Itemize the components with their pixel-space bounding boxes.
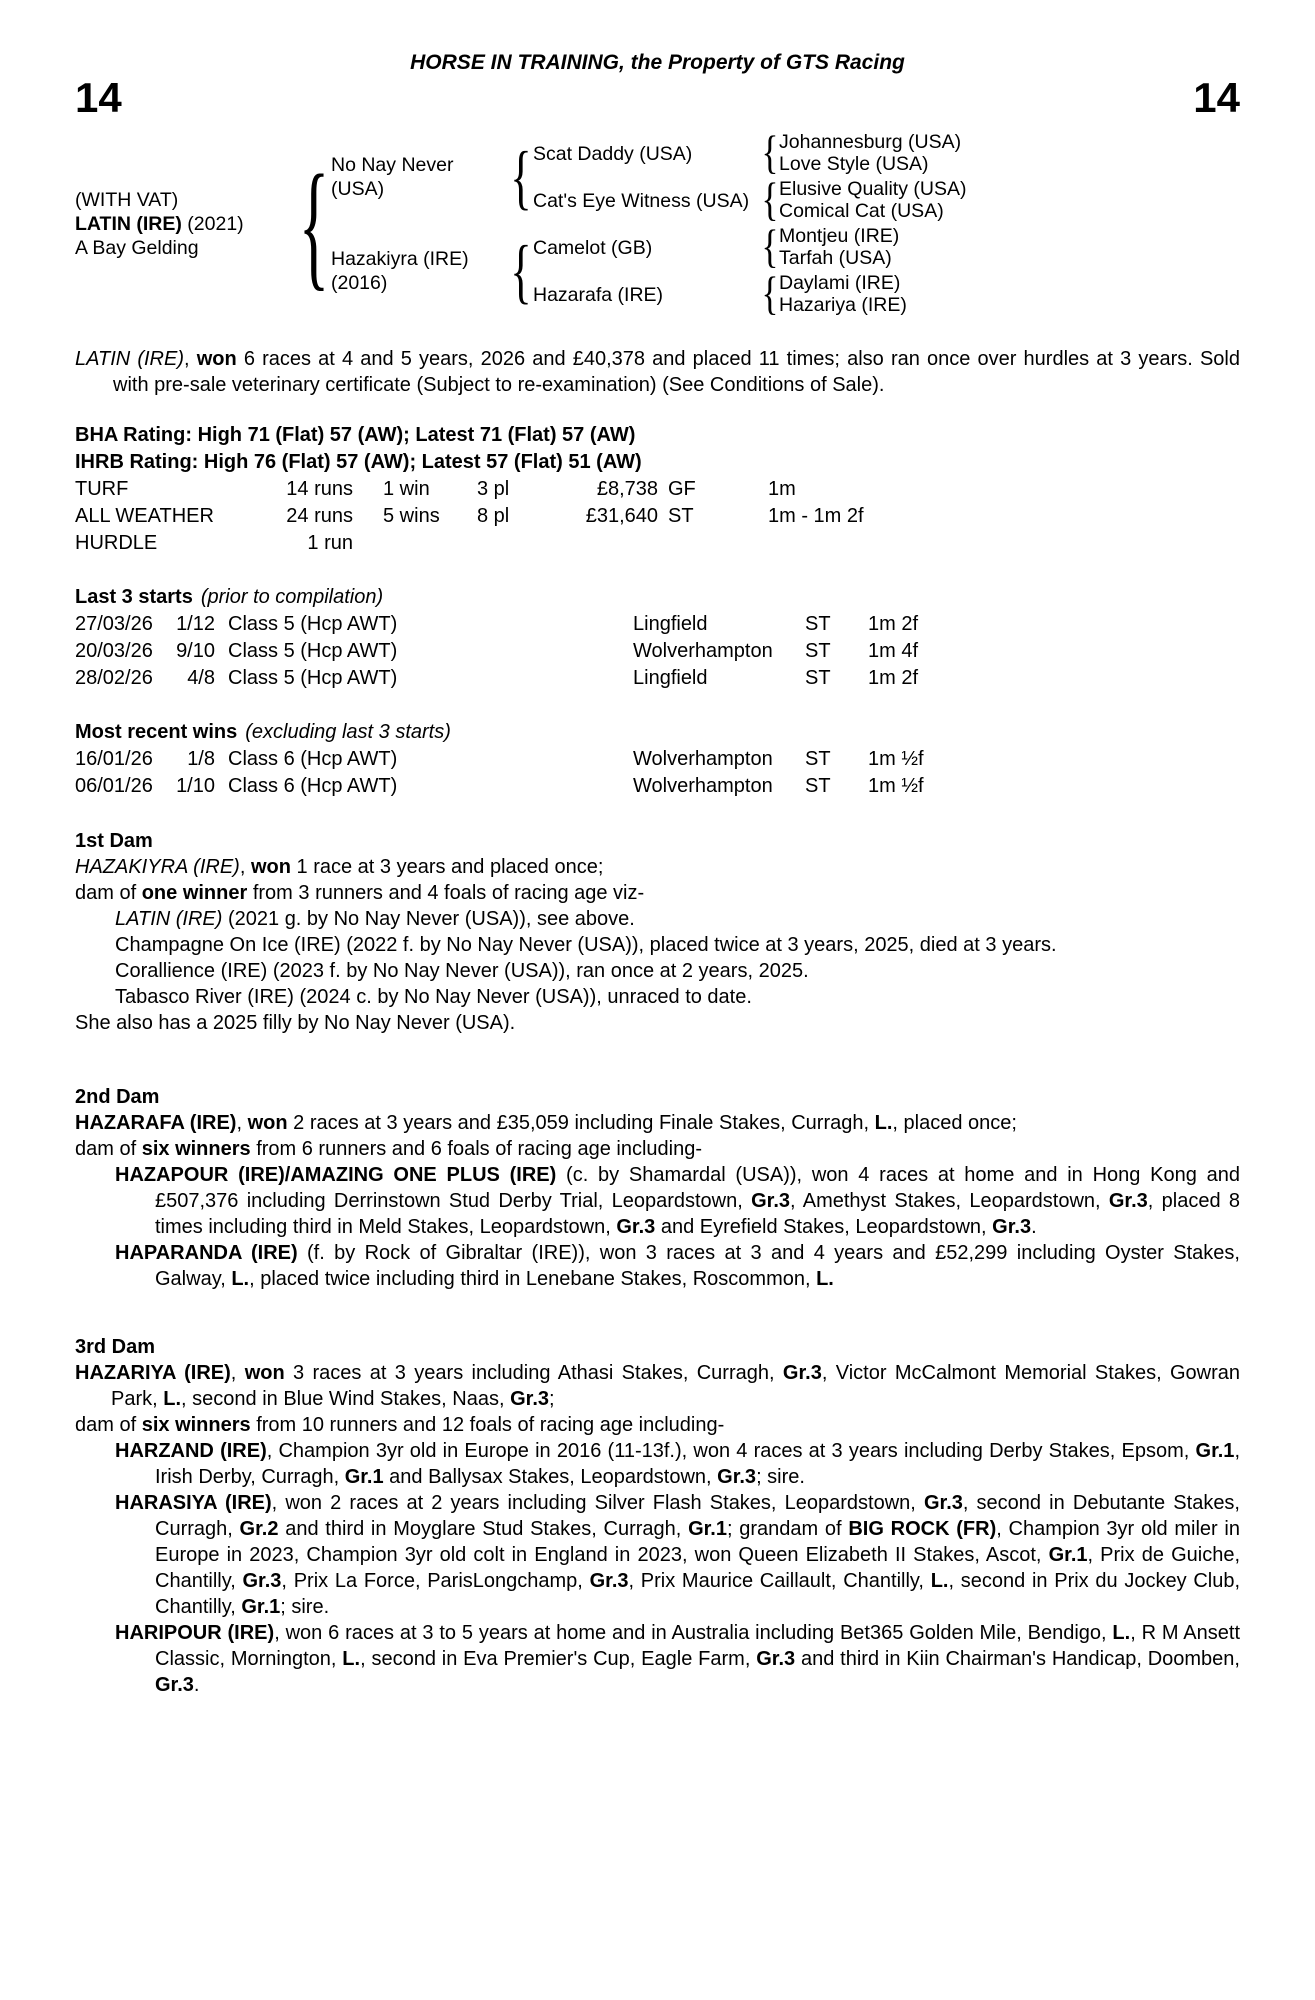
win-going: ST <box>805 748 831 770</box>
last3-table <box>75 611 1240 692</box>
start-position: 9/10 <box>176 640 215 662</box>
pedigree-ancestor: Hazariya (IRE) <box>779 293 907 316</box>
win-going: ST <box>805 775 831 797</box>
lot-number-right: 14 <box>1193 74 1240 121</box>
win-date: 16/01/26 <box>75 748 153 770</box>
start-distance: 1m 2f <box>868 613 919 635</box>
dam-parents <box>533 221 907 320</box>
dam-branch <box>331 221 966 320</box>
ancestor-pair <box>779 273 907 316</box>
dam-name: Hazakiyra (IRE) <box>331 248 469 270</box>
subject-block <box>75 188 297 260</box>
start-going: ST <box>805 640 831 662</box>
stat-going: ST <box>668 505 694 527</box>
pedigree-ancestor: Love Style (USA) <box>779 152 929 175</box>
stat-earnings: £31,640 <box>585 505 658 527</box>
last3-subtitle: (prior to compilation) <box>200 586 384 608</box>
win-position: 1/10 <box>176 775 215 797</box>
race-record-paragraph: LATIN (IRE), won 6 races at 4 and 5 years, 2026 and £40,378 and placed 11 times; also ran once over hurdles at 3 years. Sold with pre-sale veterinary certificate (Subject to re-examination) (See Conditions of Sale). <box>75 348 1240 396</box>
start-class: Class 5 (Hcp AWT) <box>228 613 398 635</box>
dam2-heading: 2nd Dam <box>75 1086 160 1108</box>
start-date: 20/03/26 <box>75 640 153 662</box>
stat-wins <box>353 530 473 557</box>
pedigree-chart <box>75 127 1240 320</box>
progeny-entry: HARIPOUR (IRE), won 6 races at 3 to 5 years at home and in Australia including Bet365 Golden Mile, Bendigo, L., R M Ansett Classic, Mornington, L., second in Eva Premier's Cup, Eagle Farm, Gr.3 and third in Kiin Chairman's Handicap, Doomben, Gr.3. <box>115 1622 1240 1696</box>
ihrb-rating: IHRB Rating: High 76 (Flat) 57 (AW); Latest 57 (Flat) 51 (AW) <box>75 451 642 473</box>
progeny-entry: HAZAPOUR (IRE)/AMAZING ONE PLUS (IRE) (c. by Shamardal (USA)), won 4 races at home and in Hong Kong and £507,376 including Derrinstown Stud Derby Trial, Leopardstown, Gr.3, Amethyst Stakes, Leopardstown, Gr.3, placed 8 times including third in Meld Stakes, Leopardstown, Gr.3 and Eyrefield Stakes, Leopardstown, Gr.3. <box>115 1164 1240 1238</box>
dam1-record: HAZAKIYRA (IRE), won 1 race at 3 years and placed once; <box>75 856 604 878</box>
pedigree-brace-icon: { <box>761 221 779 273</box>
dam-dam-branch <box>533 268 907 320</box>
progeny-entry: HAPARANDA (IRE) (f. by Rock of Gibraltar (IRE)), won 3 races at 3 and 4 years and £52,299 including Oyster Stakes, Galway, L., placed twice including third in Lenebane Stakes, Roscommon, L. <box>115 1242 1240 1290</box>
start-position: 4/8 <box>187 667 215 689</box>
generation-2 <box>331 127 967 320</box>
sire-name: No Nay Never (USA) <box>331 154 454 200</box>
stat-going: GF <box>668 478 696 500</box>
ratings-block <box>75 422 1240 476</box>
sire-dam-name: Cat's Eye Witness (USA) <box>533 189 750 212</box>
dam1-heading: 1st Dam <box>75 830 153 852</box>
stat-places: 8 pl <box>477 505 510 527</box>
stat-surface: ALL WEATHER <box>75 505 214 527</box>
start-course: Lingfield <box>633 613 708 635</box>
ancestor-pair <box>779 132 961 175</box>
horse-description: A Bay Gelding <box>75 237 199 259</box>
dam3-produce-summary: dam of six winners from 10 runners and 12 foals of racing age including- <box>75 1414 725 1436</box>
dam1-produce-summary: dam of one winner from 3 runners and 4 foals of racing age viz- <box>75 882 645 904</box>
ancestor-pair <box>779 226 899 269</box>
dam2-record: HAZARAFA (IRE), won 2 races at 3 years and £35,059 including Finale Stakes, Curragh, L., placed once; <box>75 1112 1017 1134</box>
start-date: 28/02/26 <box>75 667 153 689</box>
start-class: Class 5 (Hcp AWT) <box>228 640 398 662</box>
sire-branch <box>331 127 967 226</box>
dam-name-block <box>331 247 509 295</box>
ancestor-pair <box>779 179 966 222</box>
progeny-entry: Corallience (IRE) (2023 f. by No Nay Never (USA)), ran once at 2 years, 2025. <box>115 960 809 982</box>
last3-title: Last 3 starts <box>75 586 193 608</box>
pedigree-ancestor: Daylami (IRE) <box>779 272 901 294</box>
pedigree-brace-icon: { <box>761 127 779 179</box>
recent-wins-heading <box>75 719 1240 746</box>
pedigree-ancestor: Tarfah (USA) <box>779 246 892 269</box>
progeny-entry: HARZAND (IRE), Champion 3yr old in Europe in 2016 (11-13f.), won 4 races at 3 years including Derby Stakes, Epsom, Gr.1, Irish Derby, Curragh, Gr.1 and Ballysax Stakes, Leopardstown, Gr.3; sire. <box>115 1440 1240 1488</box>
lot-numbers <box>75 76 1240 120</box>
stat-distance: 1m - 1m 2f <box>768 505 864 527</box>
win-course: Wolverhampton <box>633 775 773 797</box>
surface-stats-table <box>75 476 1240 557</box>
stat-runs: 14 runs <box>286 478 353 500</box>
stat-distance: 1m <box>768 478 796 500</box>
win-class: Class 6 (Hcp AWT) <box>228 748 398 770</box>
dam-dam-name: Hazarafa (IRE) <box>533 283 664 306</box>
start-distance: 1m 4f <box>868 640 919 662</box>
stat-places <box>473 530 573 557</box>
win-distance: 1m ½f <box>868 775 924 797</box>
sire-dam-branch <box>533 174 967 226</box>
progeny-entry: Champagne On Ice (IRE) (2022 f. by No Nay Never (USA)), placed twice at 3 years, 2025, died at 3 years. <box>115 934 1057 956</box>
lot-number-left: 14 <box>75 74 122 121</box>
stat-runs: 24 runs <box>286 505 353 527</box>
sire-sire-name: Scat Daddy (USA) <box>533 142 693 165</box>
dam3-heading: 3rd Dam <box>75 1336 156 1358</box>
bha-rating: BHA Rating: High 71 (Flat) 57 (AW); Latest 71 (Flat) 57 (AW) <box>75 424 636 446</box>
stat-distance <box>758 530 1240 557</box>
recent-wins-title: Most recent wins <box>75 721 238 743</box>
page-title: HORSE IN TRAINING, the Property of GTS Racing <box>410 51 905 74</box>
pedigree-brace-icon: { <box>510 137 532 217</box>
horse-name-line <box>75 212 297 236</box>
start-distance: 1m 2f <box>868 667 919 689</box>
win-date: 06/01/26 <box>75 775 153 797</box>
start-course: Wolverhampton <box>633 640 773 662</box>
stat-earnings: £8,738 <box>596 478 658 500</box>
recent-wins-subtitle: (excluding last 3 starts) <box>245 721 451 743</box>
dam-sire-name: Camelot (GB) <box>533 236 653 259</box>
pedigree-brace-icon: { <box>510 231 532 311</box>
pedigree-ancestor: Johannesburg (USA) <box>779 131 962 153</box>
last3-heading <box>75 584 1240 611</box>
start-going: ST <box>805 613 831 635</box>
stat-wins: 5 wins <box>383 505 440 527</box>
progeny-entry: LATIN (IRE) (2021 g. by No Nay Never (USA)), see above. <box>115 908 635 930</box>
pedigree-brace-icon: { <box>761 174 779 226</box>
stat-wins: 1 win <box>383 478 430 500</box>
stat-surface: HURDLE <box>75 532 158 554</box>
pedigree-ancestor: Comical Cat (USA) <box>779 199 944 222</box>
win-position: 1/8 <box>187 748 215 770</box>
sire-parents <box>533 127 967 226</box>
pedigree-ancestor: Elusive Quality (USA) <box>779 178 967 200</box>
start-going: ST <box>805 667 831 689</box>
win-distance: 1m ½f <box>868 748 924 770</box>
progeny-entry: Tabasco River (IRE) (2024 c. by No Nay Never (USA)), unraced to date. <box>115 986 752 1008</box>
sire-sire-branch <box>533 127 966 179</box>
dam3-record: HAZARIYA (IRE), won 3 races at 3 years including Athasi Stakes, Curragh, Gr.3, Victor McCalmont Memorial Stakes, Gowran Park, L., second in Blue Wind Stakes, Naas, Gr.3; <box>75 1362 1241 1410</box>
horse-year: (2021) <box>187 213 244 235</box>
horse-name: LATIN (IRE) <box>75 213 182 235</box>
pedigree-brace-icon: { <box>761 268 779 320</box>
start-course: Lingfield <box>633 667 708 689</box>
dam-sire-branch <box>533 221 907 273</box>
dam-year: (2016) <box>331 272 388 294</box>
stat-going <box>658 530 758 557</box>
start-date: 27/03/26 <box>75 613 153 635</box>
dam1-footnote: She also has a 2025 filly by No Nay Never (USA). <box>75 1012 516 1034</box>
start-position: 1/12 <box>176 613 215 635</box>
stat-earnings <box>573 530 658 557</box>
recent-wins-table <box>75 746 1240 800</box>
win-class: Class 6 (Hcp AWT) <box>228 775 398 797</box>
win-course: Wolverhampton <box>633 748 773 770</box>
stat-runs: 1 run <box>307 532 353 554</box>
with-vat-note: (WITH VAT) <box>75 189 179 211</box>
stat-places: 3 pl <box>477 478 510 500</box>
start-class: Class 5 (Hcp AWT) <box>228 667 398 689</box>
pedigree-ancestor: Montjeu (IRE) <box>779 225 900 247</box>
progeny-entry: HARASIYA (IRE), won 2 races at 2 years including Silver Flash Stakes, Leopardstown, Gr.3, second in Debutante Stakes, Curragh, Gr.2 and third in Moyglare Stud Stakes, Curragh, Gr.1; grandam of BIG ROCK (FR), Champion 3yr old miler in Europe in 2023, Champion 3yr old colt in England in 2023, won Queen Elizabeth II Stakes, Ascot, Gr.1, Prix de Guiche, Chantilly, Gr.3, Prix La Force, ParisLongchamp, Gr.3, Prix Maurice Caillault, Chantilly, L., second in Prix du Jockey Club, Chantilly, Gr.1; sire. <box>115 1492 1241 1618</box>
pedigree-brace-icon: { <box>298 145 330 303</box>
dam2-produce-summary: dam of six winners from 6 runners and 6 foals of racing age including- <box>75 1138 703 1160</box>
stat-surface: TURF <box>75 478 129 500</box>
